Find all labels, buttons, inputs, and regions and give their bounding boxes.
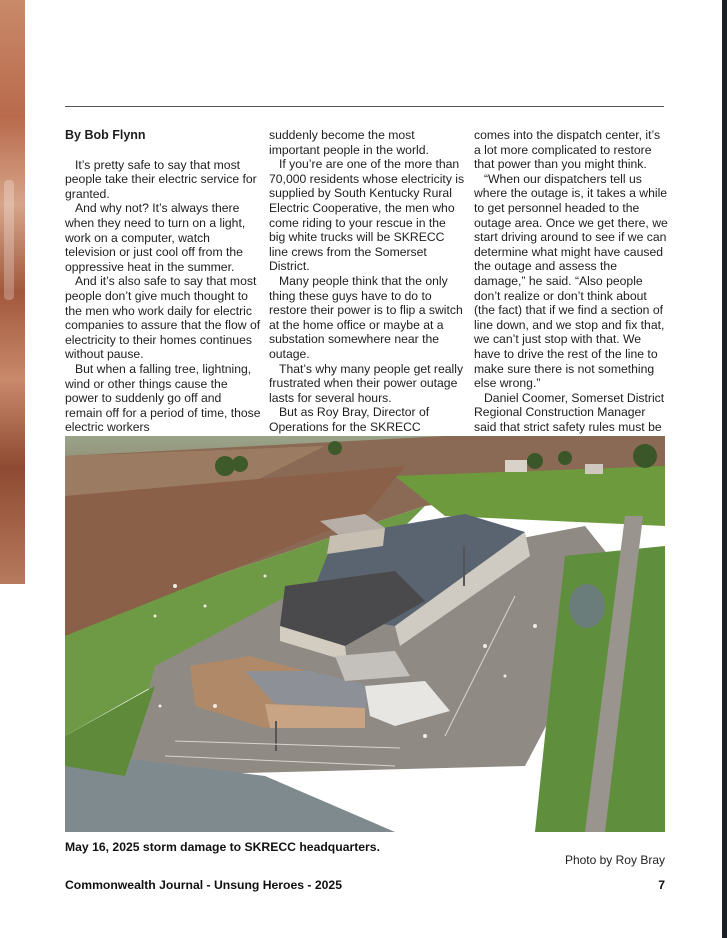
byline: By Bob Flynn [65,128,146,142]
photo-credit: Photo by Roy Bray [564,853,665,867]
paragraph: Many people think that the only thing these guys have to do to restore their power is to flip a switch at the home office or maybe at a substation somewhere near the outage. [269,273,463,361]
storm-damage-aerial-photo [65,436,665,832]
paragraph: But as Roy Bray, Director of Operations for the SKRECC [269,405,430,434]
paragraph: If you’re are one of the more than 70,000 residents whose electricity is supplied by South Kentucky Rural Electric Cooperative, the men who come riding to your rescue in the big white trucks will be SKRECC line crews from the Somerset District. [269,157,465,274]
paragraph: But when a falling tree, lightning, wind or other things cause the power to suddenly go off and remain off for a period of time, those electric workers [65,361,261,435]
photo-caption: May 16, 2025 storm damage to SKRECC headquarters. [65,840,380,854]
page-number: 7 [658,878,665,892]
header-rule [65,106,664,107]
paragraph: And why not? It’s always there when they need to turn on a light, work on a computer, watch television or just cool off from the oppressive heat in the summer. [65,201,246,274]
paragraph: suddenly become the most important people in the world. [269,128,429,157]
adjacent-page-photo-edge [0,0,25,584]
paragraph: It’s pretty safe to say that most people take their electric service for granted. [65,157,257,201]
paragraph: And it’s also safe to say that most people don’t give much thought to the men who work daily for electric companies to assure that the flow of electricity to their homes continues without pause. [65,274,261,362]
paragraph: Daniel Coomer, Somerset District Regional Construction Manager said that strict safety rules must be [474,390,665,434]
footer-publication: Commonwealth Journal - Unsung Heroes - 2025 [65,878,342,892]
paragraph: comes into the dispatch center, it’s a lot more complicated to restore that power than you might think. [474,128,661,172]
article-column-3 [474,128,670,434]
paragraph: That’s why many people get really frustrated when their power outage lasts for several hours. [269,361,464,405]
article-column-1 [65,128,261,435]
article-column-2 [269,128,465,464]
paragraph: “When our dispatchers tell us where the outage is, it takes a while to get personnel headed to the outage area. Once we get there, we start driving around to see if we can determine what might have caused the outage and assess the damage,” he said. “Also people don’t realize or don’t think about (the fact) that if we find a section of line down, and we stop and fix that, we can’t just stop with that. We have to drive the rest of the line to make sure there is not something else wrong.” [474,171,668,391]
